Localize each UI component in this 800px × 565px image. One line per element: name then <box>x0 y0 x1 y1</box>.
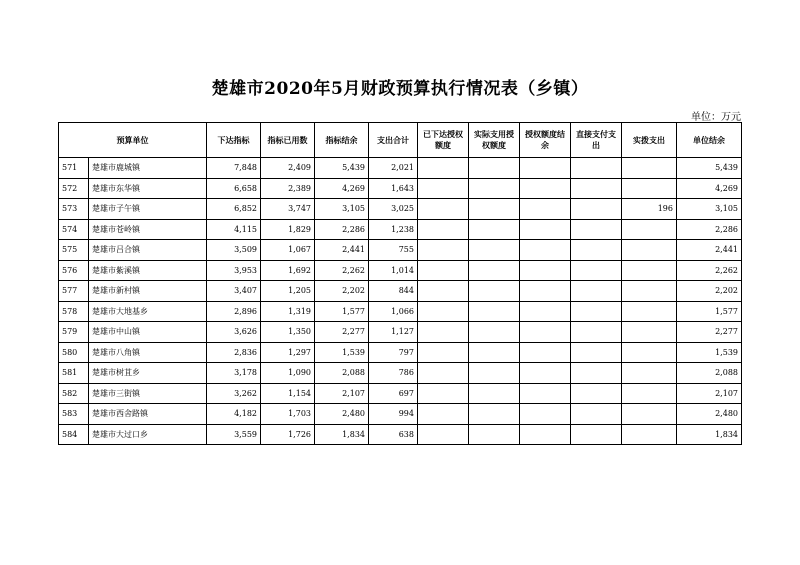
col-header-direct: 直接支付支出 <box>571 123 622 158</box>
col-header-issued: 下达指标 <box>207 123 261 158</box>
cell-auth-used <box>469 281 520 302</box>
cell-allot: 196 <box>622 199 677 220</box>
cell-auth-balance <box>520 424 571 445</box>
cell-allot <box>622 219 677 240</box>
table-row <box>59 363 742 384</box>
cell-unit-balance: 4,269 <box>677 178 742 199</box>
cell-direct <box>571 158 622 179</box>
cell-auth-balance <box>520 199 571 220</box>
table-row <box>59 322 742 343</box>
cell-auth-balance <box>520 158 571 179</box>
cell-total: 1,643 <box>369 178 418 199</box>
cell-auth-used <box>469 260 520 281</box>
row-index: 576 <box>59 260 89 281</box>
row-index: 575 <box>59 240 89 261</box>
cell-auth-balance <box>520 404 571 425</box>
cell-allot <box>622 322 677 343</box>
row-index: 571 <box>59 158 89 179</box>
cell-auth-used <box>469 322 520 343</box>
cell-total: 3,025 <box>369 199 418 220</box>
cell-issued: 4,115 <box>207 219 261 240</box>
cell-balance: 5,439 <box>315 158 369 179</box>
cell-direct <box>571 281 622 302</box>
cell-auth-used <box>469 404 520 425</box>
cell-balance: 2,277 <box>315 322 369 343</box>
cell-used: 1,297 <box>261 342 315 363</box>
col-header-allot: 实拨支出 <box>622 123 677 158</box>
cell-auth-used <box>469 158 520 179</box>
cell-auth-used <box>469 301 520 322</box>
cell-auth-balance <box>520 322 571 343</box>
cell-balance: 2,202 <box>315 281 369 302</box>
cell-total: 1,014 <box>369 260 418 281</box>
cell-direct <box>571 424 622 445</box>
cell-direct <box>571 404 622 425</box>
row-unit-name: 楚雄市鹿城镇 <box>89 158 207 179</box>
cell-total: 786 <box>369 363 418 384</box>
cell-balance: 2,088 <box>315 363 369 384</box>
cell-issued: 6,658 <box>207 178 261 199</box>
cell-used: 2,389 <box>261 178 315 199</box>
row-unit-name: 楚雄市西舍路镇 <box>89 404 207 425</box>
table-row <box>59 158 742 179</box>
cell-issued: 4,182 <box>207 404 261 425</box>
cell-unit-balance: 2,202 <box>677 281 742 302</box>
cell-unit-balance: 1,577 <box>677 301 742 322</box>
row-unit-name: 楚雄市大地基乡 <box>89 301 207 322</box>
row-index: 583 <box>59 404 89 425</box>
cell-balance: 2,480 <box>315 404 369 425</box>
cell-allot <box>622 158 677 179</box>
cell-balance: 2,262 <box>315 260 369 281</box>
cell-allot <box>622 363 677 384</box>
table-row <box>59 383 742 404</box>
row-index: 582 <box>59 383 89 404</box>
col-header-auth-issued: 已下达授权额度 <box>418 123 469 158</box>
cell-unit-balance: 1,539 <box>677 342 742 363</box>
cell-direct <box>571 363 622 384</box>
cell-issued: 7,848 <box>207 158 261 179</box>
cell-allot <box>622 281 677 302</box>
cell-auth-used <box>469 424 520 445</box>
row-unit-name: 楚雄市紫溪镇 <box>89 260 207 281</box>
cell-total: 755 <box>369 240 418 261</box>
cell-auth-balance <box>520 342 571 363</box>
cell-used: 1,726 <box>261 424 315 445</box>
cell-auth-issued <box>418 199 469 220</box>
cell-issued: 3,626 <box>207 322 261 343</box>
cell-used: 1,350 <box>261 322 315 343</box>
col-header-balance: 指标结余 <box>315 123 369 158</box>
cell-allot <box>622 260 677 281</box>
table-row <box>59 260 742 281</box>
cell-allot <box>622 240 677 261</box>
cell-auth-balance <box>520 383 571 404</box>
cell-auth-used <box>469 342 520 363</box>
cell-allot <box>622 404 677 425</box>
cell-issued: 3,559 <box>207 424 261 445</box>
cell-auth-balance <box>520 178 571 199</box>
cell-total: 638 <box>369 424 418 445</box>
row-index: 584 <box>59 424 89 445</box>
cell-auth-balance <box>520 219 571 240</box>
cell-used: 3,747 <box>261 199 315 220</box>
cell-used: 1,154 <box>261 383 315 404</box>
cell-total: 844 <box>369 281 418 302</box>
cell-balance: 2,441 <box>315 240 369 261</box>
cell-unit-balance: 1,834 <box>677 424 742 445</box>
cell-used: 1,090 <box>261 363 315 384</box>
cell-auth-used <box>469 199 520 220</box>
cell-issued: 2,896 <box>207 301 261 322</box>
cell-direct <box>571 219 622 240</box>
cell-used: 1,829 <box>261 219 315 240</box>
cell-used: 1,067 <box>261 240 315 261</box>
cell-issued: 3,178 <box>207 363 261 384</box>
cell-total: 1,127 <box>369 322 418 343</box>
row-index: 574 <box>59 219 89 240</box>
table-row <box>59 240 742 261</box>
cell-total: 2,021 <box>369 158 418 179</box>
table-row <box>59 301 742 322</box>
row-unit-name: 楚雄市苍岭镇 <box>89 219 207 240</box>
cell-used: 1,205 <box>261 281 315 302</box>
row-index: 581 <box>59 363 89 384</box>
cell-auth-issued <box>418 281 469 302</box>
cell-total: 994 <box>369 404 418 425</box>
cell-auth-used <box>469 178 520 199</box>
cell-issued: 3,509 <box>207 240 261 261</box>
cell-issued: 3,262 <box>207 383 261 404</box>
cell-auth-issued <box>418 178 469 199</box>
cell-auth-balance <box>520 240 571 261</box>
cell-unit-balance: 2,107 <box>677 383 742 404</box>
row-unit-name: 楚雄市三街镇 <box>89 383 207 404</box>
cell-auth-balance <box>520 260 571 281</box>
table-row <box>59 199 742 220</box>
cell-allot <box>622 383 677 404</box>
cell-used: 1,703 <box>261 404 315 425</box>
cell-allot <box>622 424 677 445</box>
table-body <box>59 158 742 445</box>
cell-auth-issued <box>418 158 469 179</box>
cell-auth-used <box>469 240 520 261</box>
cell-unit-balance: 3,105 <box>677 199 742 220</box>
cell-auth-issued <box>418 424 469 445</box>
cell-total: 1,238 <box>369 219 418 240</box>
col-header-auth-used: 实际支用授权额度 <box>469 123 520 158</box>
cell-auth-issued <box>418 383 469 404</box>
cell-balance: 2,107 <box>315 383 369 404</box>
col-header-auth-balance: 授权额度结余 <box>520 123 571 158</box>
row-unit-name: 楚雄市八角镇 <box>89 342 207 363</box>
cell-direct <box>571 383 622 404</box>
col-header-unit-balance: 单位结余 <box>677 123 742 158</box>
table-row <box>59 404 742 425</box>
cell-unit-balance: 2,088 <box>677 363 742 384</box>
cell-auth-used <box>469 383 520 404</box>
table-header-row <box>59 123 742 158</box>
cell-used: 1,692 <box>261 260 315 281</box>
cell-auth-issued <box>418 219 469 240</box>
cell-issued: 3,407 <box>207 281 261 302</box>
row-unit-name: 楚雄市树苴乡 <box>89 363 207 384</box>
cell-unit-balance: 5,439 <box>677 158 742 179</box>
cell-direct <box>571 199 622 220</box>
table-row <box>59 178 742 199</box>
table-row <box>59 342 742 363</box>
cell-unit-balance: 2,277 <box>677 322 742 343</box>
row-index: 572 <box>59 178 89 199</box>
col-header-total: 支出合计 <box>369 123 418 158</box>
cell-total: 697 <box>369 383 418 404</box>
cell-allot <box>622 342 677 363</box>
row-index: 573 <box>59 199 89 220</box>
cell-unit-balance: 2,480 <box>677 404 742 425</box>
cell-used: 1,319 <box>261 301 315 322</box>
cell-direct <box>571 342 622 363</box>
cell-auth-issued <box>418 260 469 281</box>
page-title: 楚雄市2020年5月财政预算执行情况表（乡镇） <box>211 79 589 99</box>
cell-auth-issued <box>418 342 469 363</box>
cell-direct <box>571 240 622 261</box>
cell-allot <box>622 178 677 199</box>
row-index: 577 <box>59 281 89 302</box>
table-row <box>59 219 742 240</box>
cell-balance: 4,269 <box>315 178 369 199</box>
row-unit-name: 楚雄市子午镇 <box>89 199 207 220</box>
cell-auth-issued <box>418 363 469 384</box>
cell-auth-issued <box>418 404 469 425</box>
cell-balance: 1,539 <box>315 342 369 363</box>
cell-auth-issued <box>418 322 469 343</box>
row-index: 578 <box>59 301 89 322</box>
cell-direct <box>571 322 622 343</box>
budget-table <box>58 122 742 445</box>
cell-balance: 3,105 <box>315 199 369 220</box>
row-unit-name: 楚雄市新村镇 <box>89 281 207 302</box>
cell-issued: 2,836 <box>207 342 261 363</box>
cell-unit-balance: 2,286 <box>677 219 742 240</box>
row-unit-name: 楚雄市中山镇 <box>89 322 207 343</box>
cell-auth-balance <box>520 281 571 302</box>
cell-auth-issued <box>418 301 469 322</box>
cell-balance: 1,577 <box>315 301 369 322</box>
col-header-unit: 预算单位 <box>59 123 207 158</box>
cell-total: 1,066 <box>369 301 418 322</box>
cell-auth-balance <box>520 301 571 322</box>
cell-direct <box>571 260 622 281</box>
cell-unit-balance: 2,262 <box>677 260 742 281</box>
row-unit-name: 楚雄市大过口乡 <box>89 424 207 445</box>
cell-balance: 2,286 <box>315 219 369 240</box>
row-index: 580 <box>59 342 89 363</box>
cell-balance: 1,834 <box>315 424 369 445</box>
cell-auth-used <box>469 363 520 384</box>
cell-unit-balance: 2,441 <box>677 240 742 261</box>
table-row <box>59 281 742 302</box>
cell-issued: 6,852 <box>207 199 261 220</box>
cell-total: 797 <box>369 342 418 363</box>
cell-auth-used <box>469 219 520 240</box>
cell-direct <box>571 301 622 322</box>
cell-auth-issued <box>418 240 469 261</box>
row-unit-name: 楚雄市吕合镇 <box>89 240 207 261</box>
col-header-used: 指标已用数 <box>261 123 315 158</box>
table-row <box>59 424 742 445</box>
cell-used: 2,409 <box>261 158 315 179</box>
cell-direct <box>571 178 622 199</box>
cell-allot <box>622 301 677 322</box>
cell-issued: 3,953 <box>207 260 261 281</box>
row-unit-name: 楚雄市东华镇 <box>89 178 207 199</box>
row-index: 579 <box>59 322 89 343</box>
unit-label: 单位：万元 <box>691 112 741 123</box>
cell-auth-balance <box>520 363 571 384</box>
